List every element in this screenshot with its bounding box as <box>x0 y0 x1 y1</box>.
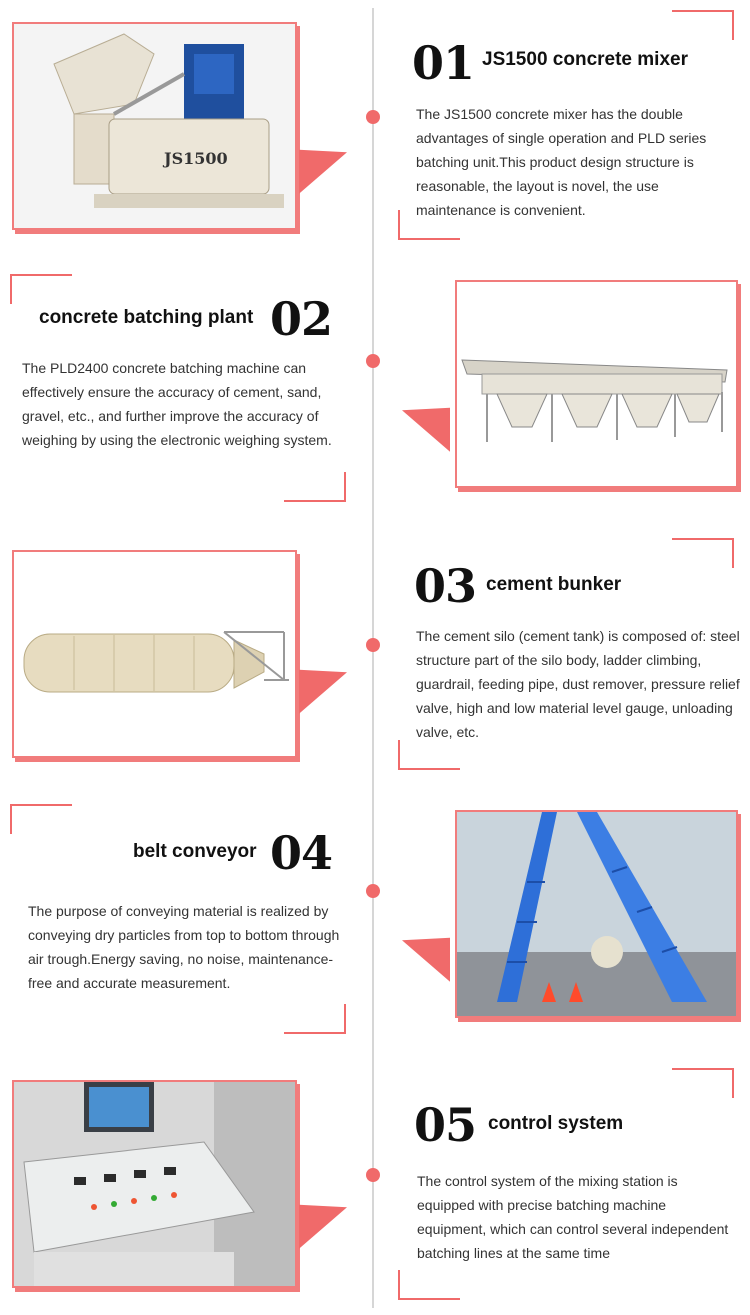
section-title-5: control system <box>488 1113 624 1134</box>
timeline-dot-4 <box>366 884 380 898</box>
section-number-2: 02 <box>270 292 333 346</box>
timeline-dot-2 <box>366 354 380 368</box>
section-number-3: 03 <box>414 559 477 613</box>
section-desc-1: The JS1500 concrete mixer has the double advantages of single operation and PLD series batching unit.This product design structure is reasonable, the layout is novel, the use maintenance is convenient. <box>416 106 707 218</box>
corner-decoration <box>10 804 72 834</box>
section-title-4: belt conveyor <box>133 841 257 862</box>
mixer-photo-label: JS1500 <box>164 149 228 168</box>
section-title-2: concrete batching plant <box>39 307 254 328</box>
section-number-4: 04 <box>270 826 333 880</box>
section-title-1: JS1500 concrete mixer <box>482 49 688 70</box>
section-title-3: cement bunker <box>486 574 622 595</box>
corner-decoration <box>672 1068 734 1098</box>
corner-decoration <box>10 274 72 304</box>
cement-silo-photo <box>12 550 297 758</box>
corner-decoration <box>672 10 734 40</box>
timeline-dot-1 <box>366 110 380 124</box>
belt-conveyor-photo <box>455 810 738 1018</box>
pointer-arrow-5 <box>299 1185 347 1248</box>
timeline-dot-3 <box>366 638 380 652</box>
mixer-photo <box>12 22 297 230</box>
pointer-arrow-2 <box>402 388 450 451</box>
timeline-line <box>372 8 374 1308</box>
corner-decoration <box>284 472 346 502</box>
section-desc-2: The PLD2400 concrete batching machine can effectively ensure the accuracy of cement, sand, gravel, etc., and further improve the accuracy of weighing by using the electronic weighing system. <box>22 360 332 448</box>
corner-decoration <box>672 538 734 568</box>
control-room-photo <box>12 1080 297 1288</box>
pointer-arrow-3 <box>299 650 347 713</box>
pointer-arrow-4 <box>402 918 450 981</box>
batching-plant-photo <box>455 280 738 488</box>
section-desc-4: The purpose of conveying material is realized by conveying dry particles from top to bottom through air trough.Energy saving, no noise, maintenance-free and accurate measurement. <box>28 903 340 991</box>
corner-decoration <box>284 1004 346 1034</box>
section-number-5: 05 <box>414 1098 477 1152</box>
section-desc-5: The control system of the mixing station is equipped with precise batching machine equipment, which can control several independent batching lines at the same time <box>417 1173 729 1261</box>
timeline-dot-5 <box>366 1168 380 1182</box>
section-desc-3: The cement silo (cement tank) is composed of: steel structure part of the silo body, ladder climbing, guardrail, feeding pipe, dust remover, pressure relief valve, high and low material level gauge, unloading valve, etc. <box>416 628 740 740</box>
pointer-arrow-1 <box>299 130 347 193</box>
corner-decoration <box>398 1270 460 1300</box>
section-number-1: 01 <box>412 36 475 90</box>
corner-decoration <box>398 740 460 770</box>
